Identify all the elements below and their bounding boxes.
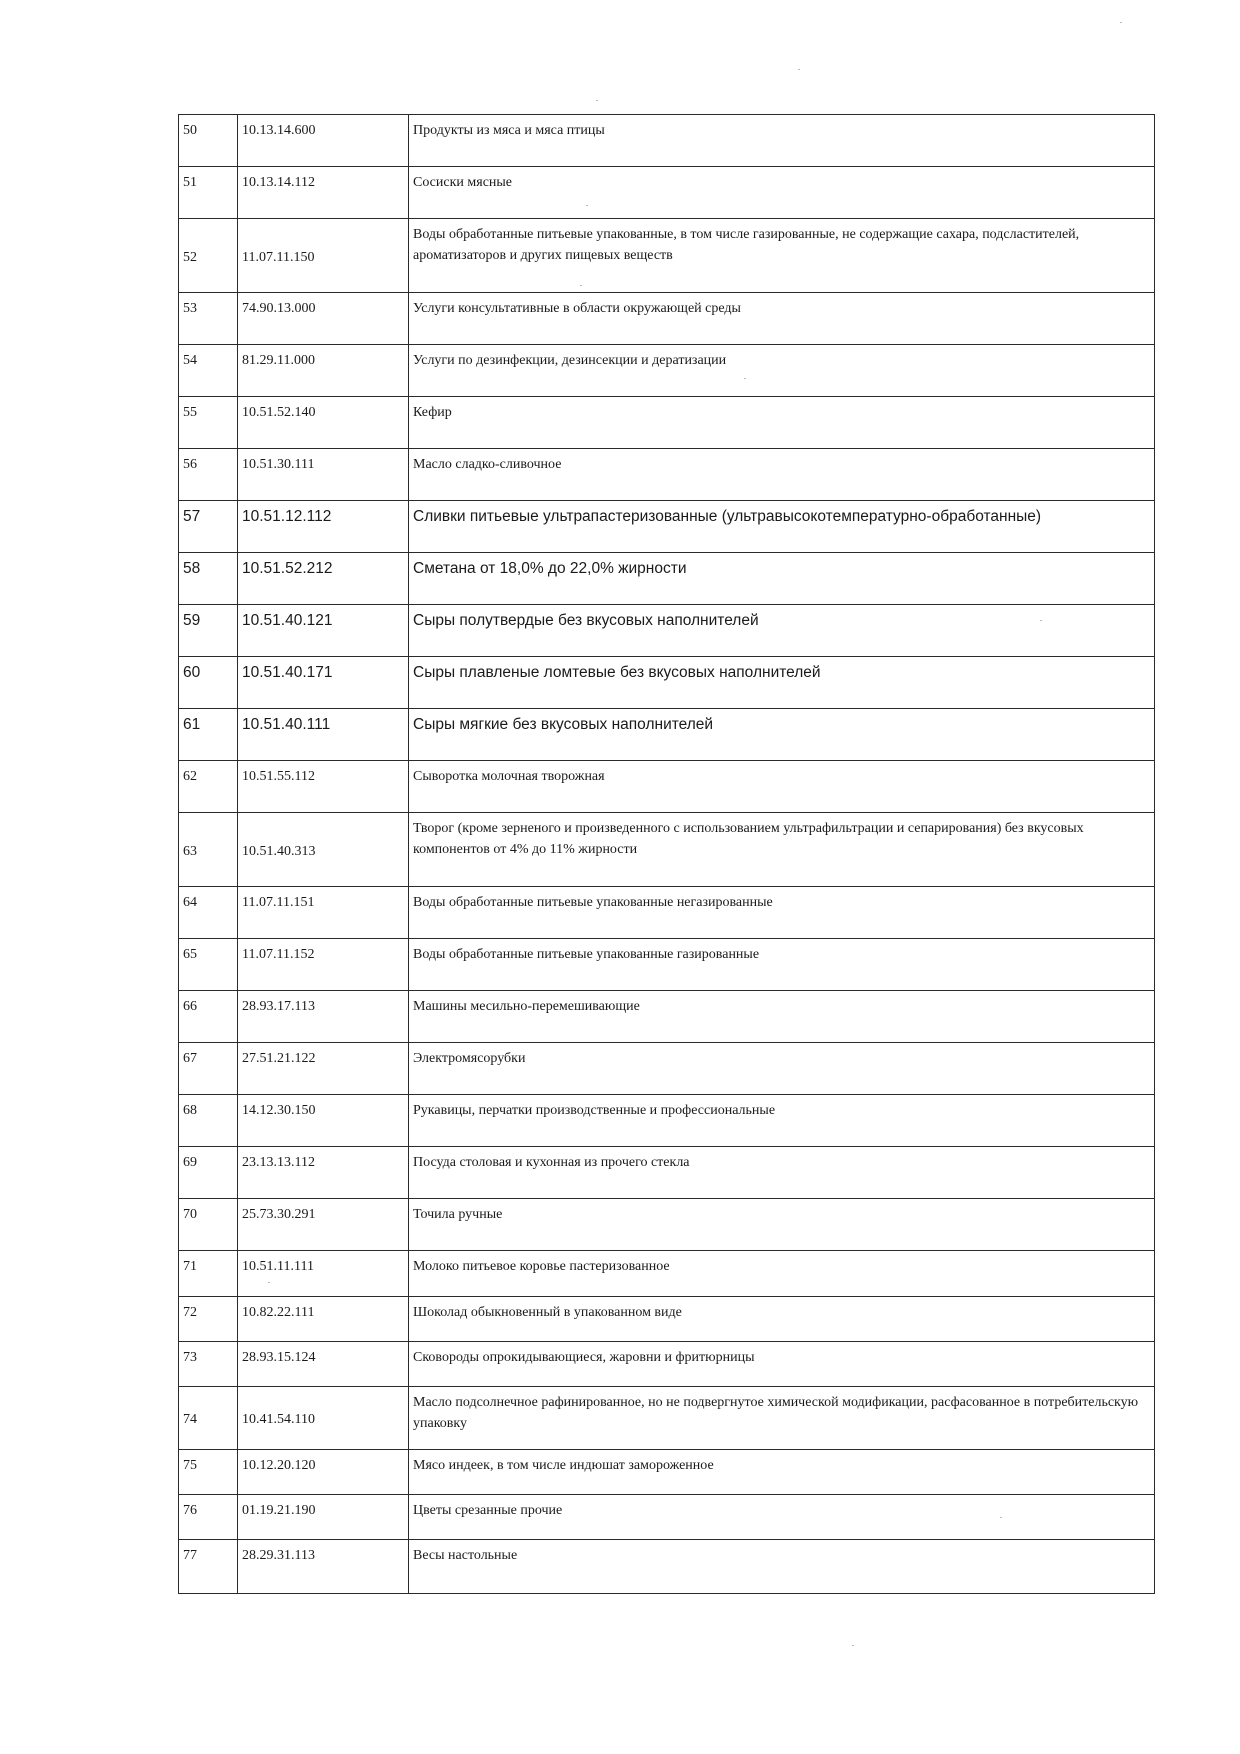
row-number: 72 — [179, 1297, 238, 1342]
row-number: 68 — [179, 1095, 238, 1147]
scan-speck — [596, 100, 598, 101]
table-row — [179, 939, 1155, 991]
row-number: 77 — [179, 1540, 238, 1594]
okpd-code: 25.73.30.291 — [238, 1199, 409, 1251]
item-name: Воды обработанные питьевые упакованные негазированные — [409, 887, 1155, 939]
okpd-code: 10.51.12.112 — [238, 501, 409, 553]
table-row — [179, 605, 1155, 657]
table-row — [179, 293, 1155, 345]
row-number: 61 — [179, 709, 238, 761]
okpd-code: 01.19.21.190 — [238, 1495, 409, 1540]
table-row — [179, 761, 1155, 813]
table-row — [179, 887, 1155, 939]
table-row — [179, 501, 1155, 553]
table-row — [179, 345, 1155, 397]
item-name: Точила ручные — [409, 1199, 1155, 1251]
row-number: 55 — [179, 397, 238, 449]
row-number: 69 — [179, 1147, 238, 1199]
row-number: 50 — [179, 115, 238, 167]
row-number: 63 — [179, 813, 238, 887]
table-row — [179, 1495, 1155, 1540]
okpd-code: 10.51.11.111 — [238, 1251, 409, 1297]
okpd-code: 28.93.17.113 — [238, 991, 409, 1043]
okpd-code: 10.13.14.112 — [238, 167, 409, 219]
scan-speck — [1120, 22, 1122, 23]
item-name: Услуги консультативные в области окружающей среды — [409, 293, 1155, 345]
item-name: Услуги по дезинфекции, дезинсекции и дератизации — [409, 345, 1155, 397]
table-row — [179, 1297, 1155, 1342]
okpd-code: 11.07.11.151 — [238, 887, 409, 939]
table-row — [179, 1387, 1155, 1450]
table-row — [179, 1540, 1155, 1594]
item-name: Сметана от 18,0% до 22,0% жирности — [409, 553, 1155, 605]
row-number: 75 — [179, 1450, 238, 1495]
okpd-code: 10.51.52.212 — [238, 553, 409, 605]
row-number: 62 — [179, 761, 238, 813]
item-name: Электромясорубки — [409, 1043, 1155, 1095]
item-name: Кефир — [409, 397, 1155, 449]
row-number: 71 — [179, 1251, 238, 1297]
table-row — [179, 813, 1155, 887]
row-number: 53 — [179, 293, 238, 345]
item-name: Рукавицы, перчатки производственные и профессиональные — [409, 1095, 1155, 1147]
table-row — [179, 115, 1155, 167]
row-number: 64 — [179, 887, 238, 939]
scan-speck — [852, 1645, 854, 1646]
item-name: Воды обработанные питьевые упакованные газированные — [409, 939, 1155, 991]
okpd-code: 28.93.15.124 — [238, 1342, 409, 1387]
table-row — [179, 397, 1155, 449]
okpd-code: 10.51.55.112 — [238, 761, 409, 813]
row-number: 51 — [179, 167, 238, 219]
table-row — [179, 1251, 1155, 1297]
item-name: Масло сладко-сливочное — [409, 449, 1155, 501]
row-number: 52 — [179, 219, 238, 293]
table-row — [179, 1199, 1155, 1251]
okpd-code: 28.29.31.113 — [238, 1540, 409, 1594]
row-number: 70 — [179, 1199, 238, 1251]
row-number: 66 — [179, 991, 238, 1043]
okpd-code: 10.51.40.111 — [238, 709, 409, 761]
item-name: Посуда столовая и кухонная из прочего стекла — [409, 1147, 1155, 1199]
row-number: 74 — [179, 1387, 238, 1450]
row-number: 57 — [179, 501, 238, 553]
okpd-code: 74.90.13.000 — [238, 293, 409, 345]
table-row — [179, 709, 1155, 761]
table-row — [179, 1095, 1155, 1147]
item-name: Воды обработанные питьевые упакованные, в том числе газированные, не содержащие сахара, подсластителей, ароматизаторов и других пищевых веществ — [409, 219, 1155, 293]
okpd-code: 14.12.30.150 — [238, 1095, 409, 1147]
table-row — [179, 1342, 1155, 1387]
table-row — [179, 1450, 1155, 1495]
okpd-code: 81.29.11.000 — [238, 345, 409, 397]
item-name: Шоколад обыкновенный в упакованном виде — [409, 1297, 1155, 1342]
table-row — [179, 991, 1155, 1043]
item-name: Сливки питьевые ультрапастеризованные (ультравысокотемпературно-обработанные) — [409, 501, 1155, 553]
okpd-code: 10.51.40.171 — [238, 657, 409, 709]
table-row — [179, 1043, 1155, 1095]
item-name: Сосиски мясные — [409, 167, 1155, 219]
okpd-code: 11.07.11.150 — [238, 219, 409, 293]
item-name: Сыворотка молочная творожная — [409, 761, 1155, 813]
okpd-code: 10.41.54.110 — [238, 1387, 409, 1450]
okpd-code: 10.12.20.120 — [238, 1450, 409, 1495]
row-number: 73 — [179, 1342, 238, 1387]
table-row — [179, 219, 1155, 293]
okpd-code: 10.51.40.121 — [238, 605, 409, 657]
okpd-code: 11.07.11.152 — [238, 939, 409, 991]
item-name: Весы настольные — [409, 1540, 1155, 1594]
scan-speck — [798, 69, 800, 70]
okpd-code: 10.13.14.600 — [238, 115, 409, 167]
okpd-code: 10.82.22.111 — [238, 1297, 409, 1342]
row-number: 58 — [179, 553, 238, 605]
item-name: Мясо индеек, в том числе индюшат замороженное — [409, 1450, 1155, 1495]
item-name: Молоко питьевое коровье пастеризованное — [409, 1251, 1155, 1297]
okpd-code: 10.51.52.140 — [238, 397, 409, 449]
row-number: 56 — [179, 449, 238, 501]
item-name: Сыры полутвердые без вкусовых наполнителей — [409, 605, 1155, 657]
okpd-code: 27.51.21.122 — [238, 1043, 409, 1095]
item-name: Продукты из мяса и мяса птицы — [409, 115, 1155, 167]
okpd-code: 10.51.30.111 — [238, 449, 409, 501]
item-name: Цветы срезанные прочие — [409, 1495, 1155, 1540]
table-row — [179, 167, 1155, 219]
row-number: 76 — [179, 1495, 238, 1540]
row-number: 59 — [179, 605, 238, 657]
row-number: 54 — [179, 345, 238, 397]
item-name: Сковороды опрокидывающиеся, жаровни и фритюрницы — [409, 1342, 1155, 1387]
okpd-code: 23.13.13.112 — [238, 1147, 409, 1199]
table-row — [179, 657, 1155, 709]
item-name: Сыры плавленые ломтевые без вкусовых наполнителей — [409, 657, 1155, 709]
table-row — [179, 1147, 1155, 1199]
table-row — [179, 449, 1155, 501]
table-row — [179, 553, 1155, 605]
item-name: Творог (кроме зерненого и произведенного с использованием ультрафильтрации и сепарирования) без вкусовых компонентов от 4% до 11% жирности — [409, 813, 1155, 887]
okpd-code: 10.51.40.313 — [238, 813, 409, 887]
row-number: 65 — [179, 939, 238, 991]
row-number: 67 — [179, 1043, 238, 1095]
row-number: 60 — [179, 657, 238, 709]
item-name: Машины месильно-перемешивающие — [409, 991, 1155, 1043]
item-name: Масло подсолнечное рафинированное, но не подвергнутое химической модификации, расфасованное в потребительскую упаковку — [409, 1387, 1155, 1450]
okpd-code-table — [178, 114, 1155, 1594]
item-name: Сыры мягкие без вкусовых наполнителей — [409, 709, 1155, 761]
